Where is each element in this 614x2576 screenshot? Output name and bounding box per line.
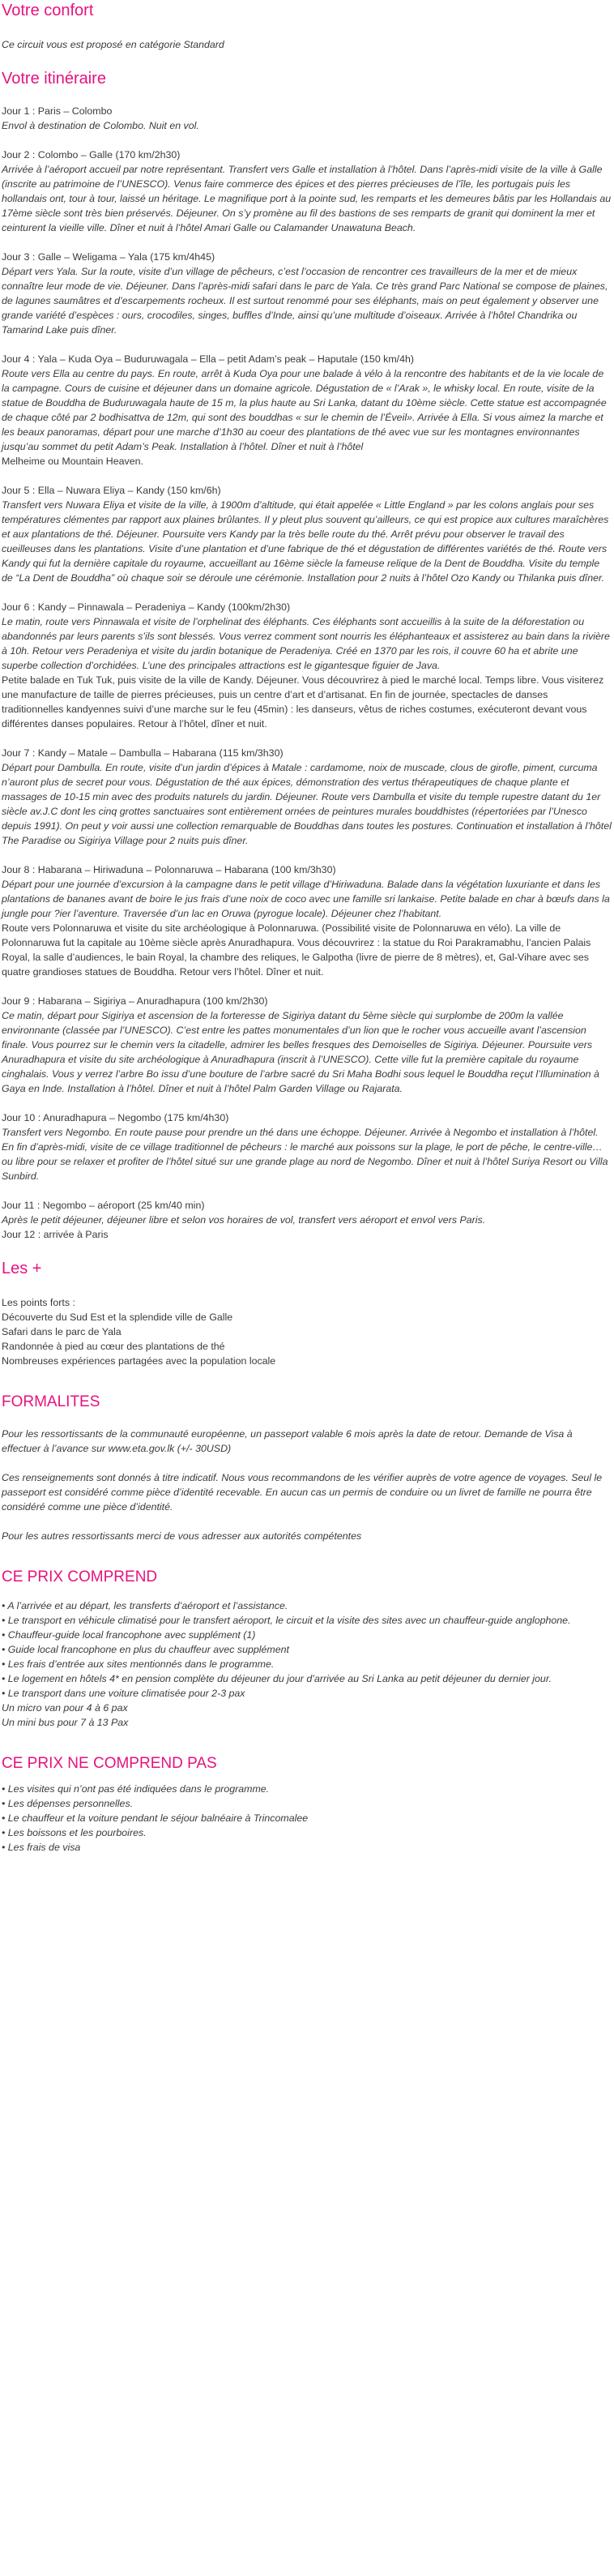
- day-description: Jour 12 : arrivée à Paris: [2, 1229, 109, 1240]
- comprend-list: [2, 1598, 612, 1730]
- day-description: Arrivée à l’aéroport accueil par notre représentant. Transfert vers Galle et installation à l’hôtel. Dans l’après-midi visite de la ville à Galle (inscrite au patrimoine de l’UNESCO). Venus faire commerce des épices et des pierres précieuses de l’île, les portugais puis les hollandais ont, tour à tour, laissé un héritage. Le magnifique port à la pointe sud, les remparts et les demeures bâtis par les Hollandais au 17ème siècle sont très bien préservés. Déjeuner. On s’y promène au fil des bastions de ses remparts de granit qui dominent la mer et ceinturent la vieille ville. Dîner et nuit à l’hôtel Amari Galle ou Calamander Unawatuna Beach.: [2, 164, 612, 233]
- day-description: Départ pour Dambulla. En route, visite d’un jardin d’épices à Matale : cardamome, noix de muscade, clous de girofle, piment, curcuma n’auront plus de secret pour vous. Dégustation de thé aux épices, démonstration des vertus thérapeutiques de chaque plante et massages de 10-15 min avec des produits naturels du jardin. Déjeuner. Route vers Dambulla et visite du temple rupestre datant du 1er siècle av.J.C dont les cinq grottes sanctuaires sont entièrement ornées de peintures murales bouddhistes (répertoriées par l’Unesco depuis 1991). On peut y voir aussi une collection remarquable de Bouddhas dans toutes les postures. Continuation et installation à l’hôtel The Paradise ou Sigiriya Village pour 2 nuits puis dîner.: [2, 762, 612, 846]
- ne-comprend-item: • Le chauffeur et la voiture pendant le séjour balnéaire à Trincomalee: [2, 1812, 309, 1824]
- day-title: Jour 10 : Anuradhapura – Negombo (175 km/4h30): [2, 1112, 229, 1123]
- formalites-body: [2, 1427, 612, 1543]
- day-description: Départ pour une journée d’excursion à la campagne dans le petit village d’Hiriwaduna. Balade dans la végétation luxuriante et dans les plantations de bananes avant de boire le jus frais d’une noix de coco avec une famille sri lankaise. Petite balade en char à bœufs dans la jungle pour ?ier l’aventure. Traversée d’un lac en Oruwa (pyrogue locale). Déjeuner chez l’habitant.: [2, 879, 610, 919]
- comprend-item: • Le logement en hôtels 4* en pension complète du déjeuner du jour d’arrivée au Sri Lanka au petit déjeuner du dernier jour.: [2, 1673, 552, 1684]
- formalites-paragraph: Ces renseignements sont donnés à titre indicatif. Nous vous recommandons de les vérifier auprès de votre agence de voyages. Seul le passeport est considéré comme pièce d’identité recevable. En aucun cas un permis de conduire ou un livret de famille ne pourra être considéré comme une pièce d’identité.: [2, 1472, 603, 1513]
- day-description: Route vers Polonnaruwa et visite du site archéologique à Polonnaruwa. (Possibilité visite de Polonnaruwa en vélo). La ville de Polonnaruwa fut la capitale au 10ème siècle après Anuradhapura. Vous découvrirez : la statue du Roi Parakramabhu, l’ancien Palais Royal, la salle d’audiences, le bain Royal, la chambre des reliques, le Galpotha (livre de pierre de 8 mètres), et, Gal-Vihare avec ses quatre grandioses statues de Bouddha. Retour vers l’hôtel. Dîner et nuit.: [2, 922, 591, 978]
- itinerary-day: [2, 746, 612, 848]
- comprend-item: Un micro van pour 4 à 6 pax: [2, 1702, 128, 1714]
- plus-item: Découverte du Sud Est et la splendide ville de Galle: [2, 1312, 233, 1323]
- comprend-item: • Chauffeur-guide local francophone avec supplément (1): [2, 1629, 256, 1641]
- formalites-paragraph: Pour les ressortissants de la communauté européenne, un passeport valable 6 mois après la date de retour. Demande de Visa à effectuer à l’avance sur www.eta.gov.lk (+/- 30USD): [2, 1428, 573, 1454]
- itinerary-day: [2, 483, 612, 585]
- day-description: Le matin, route vers Pinnawala et visite de l’orphelinat des éléphants. Ces éléphants sont accueillis à la suite de la déforestation ou abandonnés par leurs parents s’ils sont blessés. Vous verrez comment sont nourris les éléphanteaux et assisterez au bain dans la rivière à 10h. Retour vers Peradeniya et visite du jardin botanique de Peradeniya. Créé en 1370 par les rois, il couvre 60 ha et abrite une superbe collection d’orchidées. L’une des principales attractions est le gigantesque figuier de Java.: [2, 616, 610, 671]
- itinerary-title: Votre itinéraire: [2, 70, 106, 88]
- day-title: Jour 8 : Habarana – Hiriwaduna – Polonnaruwa – Habarana (100 km/3h30): [2, 864, 336, 875]
- confort-text: Ce circuit vous est proposé en catégorie Standard: [2, 39, 224, 50]
- itinerary-day: [2, 1110, 612, 1183]
- itinerary-day: [2, 994, 612, 1096]
- day-description: Après le petit déjeuner, déjeuner libre et selon vos horaires de vol, transfert vers aéroport et envol vers Paris.: [2, 1214, 486, 1226]
- itinerary-day: [2, 1198, 612, 1242]
- ne-comprend-item: • Les visites qui n’ont pas été indiquées dans le programme.: [2, 1783, 270, 1795]
- itinerary-day: [2, 250, 612, 337]
- comprend-item: Un mini bus pour 7 à 13 Pax: [2, 1717, 129, 1728]
- day-description: Melheime ou Mountain Heaven.: [2, 456, 143, 467]
- plus-heading: Les points forts :: [2, 1297, 75, 1308]
- plus-item: Randonnée à pied au cœur des plantations de thé: [2, 1341, 225, 1352]
- day-description: Ce matin, départ pour Sigiriya et ascension de la forteresse de Sigiriya datant du 5ème siècle qui surplombe de 200m la vallée environnante (classée par l’UNESCO). C’est entre les pattes monumentales d’un lion que le rocher vous accueille avant l’ascension finale. Vous pourrez sur le chemin vers la citadelle, admirer les belles fresques des Demoiselles de Sigiriya. Déjeuner. Poursuite vers Anuradhapura et visite du site archéologique à Anuradhapura (inscrit à l’UNESCO). Cette ville fut la première capitale du royaume cinghalais. Vous y verrez l’arbre Bo issu d’une bouture de l’arbre sacré du Sri Maha Bodhi sous lequel le Bouddha reçut l’Illumination à Gaya en Inde. Installation à l’hôtel. Dîner et nuit à l’hôtel Palm Garden Village ou Rajarata.: [2, 1010, 599, 1094]
- comprend-item: • A l’arrivée et au départ, les transferts d’aéroport et l’assistance.: [2, 1600, 288, 1611]
- confort-title: Votre confort: [2, 2, 94, 19]
- itinerary-day: [2, 862, 612, 979]
- comprend-item: • Les frais d’entrée aux sites mentionnés dans le programme.: [2, 1658, 275, 1670]
- day-title: Jour 4 : Yala – Kuda Oya – Buduruwagala – Ella – petit Adam’s peak – Haputale (150 km/4h): [2, 353, 415, 365]
- day-title: Jour 1 : Paris – Colombo: [2, 105, 113, 117]
- day-title: Jour 5 : Ella – Nuwara Eliya – Kandy (150 km/6h): [2, 485, 221, 496]
- itinerary-day: [2, 600, 612, 731]
- itinerary-day: [2, 148, 612, 235]
- ne-comprend-item: • Les dépenses personnelles.: [2, 1798, 134, 1809]
- ne-comprend-item: • Les boissons et les pourboires.: [2, 1827, 147, 1838]
- ne-comprend-title: CE PRIX NE COMPREND PAS: [2, 1755, 217, 1772]
- itinerary-days: [2, 104, 612, 1242]
- day-title: Jour 6 : Kandy – Pinnawala – Peradeniya – Kandy (100km/2h30): [2, 601, 291, 613]
- day-description: Départ vers Yala. Sur la route, visite d’un village de pêcheurs, c’est l’occasion de rencontrer ces travailleurs de la mer et de mieux connaître leur mode de vie. Déjeuner. Dans l’après-midi safari dans le parc de Yala. Ce très grand Parc National se compose de plaines, de lagunes saumâtres et d’escarpements rocheux. Il est surtout renommé pour ses éléphants, mais on peut également y observer une grande variété d’espèces : ours, crocodiles, singes, buffles d’Inde, ainsi qu’une multitude d’oiseaux. Arrivée à l’hôtel Chandrika ou Tamarind Lake puis dîner.: [2, 266, 608, 336]
- formalites-title: FORMALITES: [2, 1393, 100, 1410]
- day-title: Jour 3 : Galle – Weligama – Yala (175 km/4h45): [2, 251, 215, 263]
- ne-comprend-list: [2, 1782, 612, 1855]
- day-description: Envol à destination de Colombo. Nuit en vol.: [2, 120, 199, 131]
- day-description: Transfert vers Nuwara Eliya et visite de la ville, à 1900m d’altitude, qui était appelée « Little England » par les colons anglais pour ses températures clémentes par rapport aux plaines brûlantes. Il y pleut plus souvent qu’ailleurs, ce qui est propice aux cultures maraîchères et aux plantations de thé. Déjeuner. Poursuite vers Kandy par la très belle route du thé. Arrêt prévu pour observer le travail des cueilleuses dans les plantations. Visite d’une plantation et d’une fabrique de thé et dégustation de différentes variétés de thé. Route vers Kandy qui fut la dernière capitale du royaume, accueillant au 16ème siècle la fameuse relique de la Dent de Bouddha. Visite du temple de “La Dent de Bouddha” où chaque soir se déroule une cérémonie. Installation pour 2 nuits à l’hôtel Ozo Kandy ou Thilanka puis dîner.: [2, 499, 609, 584]
- itinerary-day: [2, 352, 612, 469]
- comprend-title: CE PRIX COMPREND: [2, 1568, 158, 1585]
- comprend-item: • Guide local francophone en plus du chauffeur avec supplément: [2, 1644, 289, 1655]
- comprend-item: • Le transport dans une voiture climatisée pour 2-3 pax: [2, 1688, 245, 1699]
- day-title: Jour 2 : Colombo – Galle (170 km/2h30): [2, 149, 181, 160]
- day-title: Jour 9 : Habarana – Sigiriya – Anuradhapura (100 km/2h30): [2, 995, 268, 1007]
- plus-item: Safari dans le parc de Yala: [2, 1326, 122, 1337]
- comprend-item: • Le transport en véhicule climatisé pour le transfert aéroport, le circuit et la visite des sites avec un chauffeur-guide anglophone.: [2, 1615, 571, 1626]
- day-description: Route vers Ella au centre du pays. En route, arrêt à Kuda Oya pour une balade à vélo à la rencontre des habitants et de la vie locale de la campagne. Cours de cuisine et déjeuner dans un domaine agricole. Dégustation de « l’Arak », le whisky local. En route, visite de la statue de Bouddha de Buduruwagala haute de 15 m, la plus haute au Sri Lanka, datant du 10ème siècle. Cette statue est accompagnée de chaque côté par 2 bodhisattva de 12m, qui sont des bouddhas « sur le chemin de l’Éveil». Arrivée à Ella. Si vous aimez la marche et les beaux panoramas, départ pour une marche d’1h30 au coeur des plantations de thé avec vue sur les montagnes environnantes jusqu’au sommet du petit Adam’s Peak. Installation à l’hôtel. Dîner et nuit à l’hôtel: [2, 368, 607, 452]
- plus-list: [2, 1310, 612, 1368]
- day-description: Transfert vers Negombo. En route pause pour prendre un thé dans une échoppe. Déjeuner. Arrivée à Negombo et installation à l’hôtel. En fin d’après-midi, visite de ce village traditionnel de pêcheurs : le marché aux poissons sur la plage, le port de pêche, le centre-ville… ou libre pour se relaxer et profiter de l’hôtel situé sur une grande plage au nord de Negombo. Dîner et nuit à l’hôtel Suriya Resort ou Villa Sunbird.: [2, 1127, 608, 1182]
- ne-comprend-item: • Les frais de visa: [2, 1842, 81, 1853]
- plus-title: Les +: [2, 1260, 42, 1277]
- itinerary-day: [2, 104, 612, 133]
- plus-item: Nombreuses expériences partagées avec la population locale: [2, 1355, 276, 1367]
- day-title: Jour 11 : Negombo – aéroport (25 km/40 min): [2, 1200, 205, 1211]
- day-description: Petite balade en Tuk Tuk, puis visite de la ville de Kandy. Déjeuner. Vous découvrirez à pied le marché local. Temps libre. Vous visiterez une manufacture de taille de pierres précieuses, puis un centre d’art et d’artisanat. En fin de journée, spectacles de danses traditionnelles kandyennes suivi d’une marche sur le feu (45min) : les danseurs, vêtus de riches costumes, exécuteront devant vous différentes danses populaires. Retour à l’hôtel, dîner et nuit.: [2, 674, 604, 730]
- day-title: Jour 7 : Kandy – Matale – Dambulla – Habarana (115 km/3h30): [2, 747, 284, 759]
- formalites-paragraph: Pour les autres ressortissants merci de vous adresser aux autorités compétentes: [2, 1530, 362, 1542]
